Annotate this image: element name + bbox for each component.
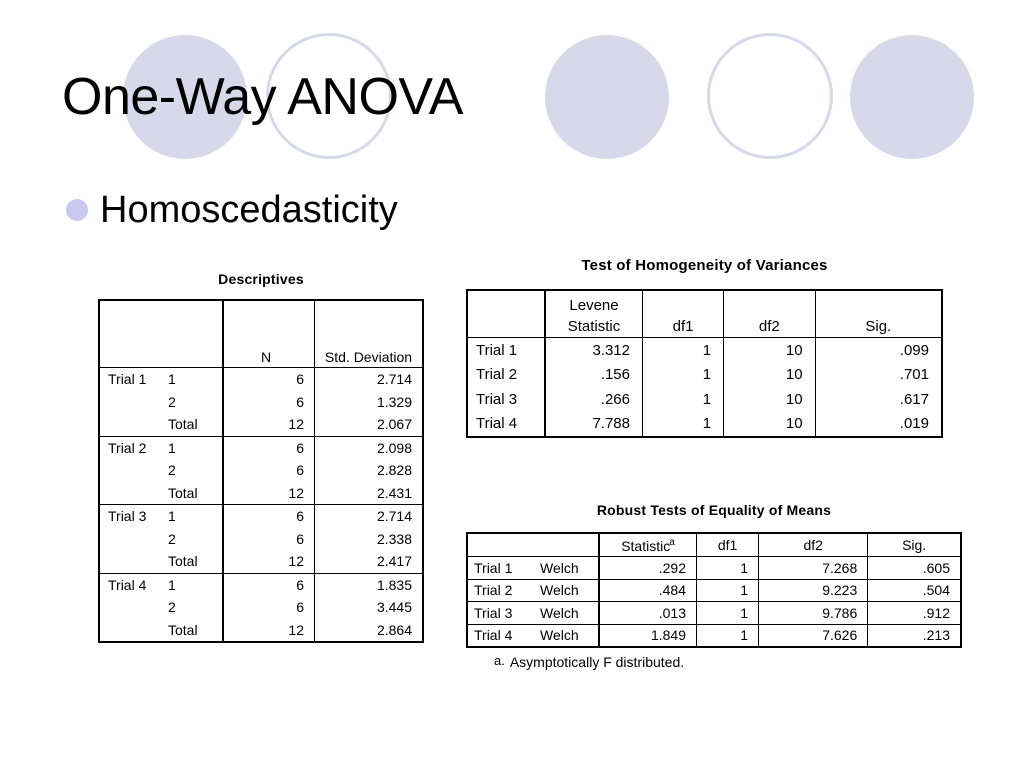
trial-label (99, 528, 164, 551)
trial-label: Trial 2 (467, 579, 536, 602)
table-row (99, 436, 423, 459)
trial-label: Trial 2 (108, 439, 147, 456)
table-row (99, 573, 423, 596)
group-label: 2 (168, 462, 176, 479)
table-row (467, 602, 961, 625)
df1-value: 1 (697, 602, 759, 625)
trial-label: Trial 3 (467, 602, 536, 625)
df1-value: 1 (643, 363, 724, 388)
df2-value: 10 (724, 338, 816, 363)
table-row (467, 412, 942, 438)
table-row (467, 579, 961, 602)
trial-label (99, 550, 164, 573)
header-blank (467, 533, 599, 557)
sd-value: 2.714 (315, 505, 424, 528)
trial-label (99, 413, 164, 436)
statistic-value: .292 (599, 557, 697, 580)
descriptives-table (98, 299, 424, 643)
n-value: 6 (223, 391, 315, 414)
sig-value: .099 (815, 338, 942, 363)
header-sig: Sig. (868, 533, 961, 557)
table-row (99, 528, 423, 551)
test-label: Welch (536, 557, 599, 580)
header-levene-statistic (545, 290, 643, 338)
group-label: Total (164, 482, 223, 505)
decorative-circle-filled-3 (850, 35, 974, 159)
decorative-circle-outline-2 (707, 33, 833, 159)
test-label: Welch (536, 602, 599, 625)
test-label: Welch (536, 624, 599, 647)
header-statistic-label: Statistic (621, 537, 671, 554)
robust-caption: Robust Tests of Equality of Means (596, 502, 832, 518)
n-value: 6 (223, 505, 315, 528)
n-value: 6 (223, 596, 315, 619)
sd-value: 1.835 (315, 573, 424, 596)
sd-value: 2.828 (315, 459, 424, 482)
n-value: 6 (223, 459, 315, 482)
sd-value: 1.329 (315, 391, 424, 414)
levene-value: .266 (545, 387, 643, 412)
group-label: 1 (168, 576, 176, 593)
df1-value: 1 (643, 412, 724, 438)
slide-title: One-Way ANOVA (62, 68, 463, 126)
sd-value: 3.445 (315, 596, 424, 619)
group-label: 2 (168, 393, 176, 410)
header-df2: df2 (759, 533, 868, 557)
trial-label: Trial 4 (476, 415, 518, 433)
df1-value: 1 (697, 557, 759, 580)
table-row (467, 387, 942, 412)
trial-label: Trial 2 (476, 366, 518, 384)
trial-label: Trial 4 (467, 624, 536, 647)
table-row (99, 596, 423, 619)
table-row (99, 459, 423, 482)
n-value: 6 (223, 436, 315, 459)
table-row (99, 368, 423, 391)
header-n: N (223, 300, 315, 368)
trial-label (99, 596, 164, 619)
df2-value: 10 (724, 363, 816, 388)
group-label: 1 (168, 508, 176, 525)
bullet-dot-icon (66, 199, 88, 221)
df2-value: 9.786 (759, 602, 868, 625)
homogeneity-header-row (467, 290, 942, 338)
header-df2: df2 (724, 290, 816, 338)
n-value: 6 (223, 368, 315, 391)
trial-label (99, 391, 164, 414)
df2-value: 9.223 (759, 579, 868, 602)
n-value: 12 (223, 550, 315, 573)
sig-value: .504 (868, 579, 961, 602)
sig-value: .605 (868, 557, 961, 580)
sd-value: 2.417 (315, 550, 424, 573)
levene-value: .156 (545, 363, 643, 388)
sd-value: 2.431 (315, 482, 424, 505)
decorative-circle-filled-2 (545, 35, 669, 159)
sig-value: .019 (815, 412, 942, 438)
header-sig: Sig. (815, 290, 942, 338)
header-df1: df1 (697, 533, 759, 557)
table-row (467, 624, 961, 647)
table-row (99, 482, 423, 505)
trial-label: Trial 1 (476, 341, 518, 359)
group-label: 1 (168, 371, 176, 388)
df2-value: 10 (724, 387, 816, 412)
n-value: 12 (223, 482, 315, 505)
header-blank (467, 290, 545, 338)
n-value: 6 (223, 528, 315, 551)
group-label: 2 (168, 599, 176, 616)
homogeneity-caption: Test of Homogeneity of Variances (581, 257, 828, 274)
header-statistic (599, 533, 697, 557)
sd-value: 2.338 (315, 528, 424, 551)
df1-value: 1 (697, 624, 759, 647)
table-row (467, 557, 961, 580)
sig-value: .617 (815, 387, 942, 412)
levene-value: 3.312 (545, 338, 643, 363)
table-row (99, 619, 423, 643)
group-label: Total (164, 550, 223, 573)
group-label: 1 (168, 439, 176, 456)
df2-value: 10 (724, 412, 816, 438)
table-row (467, 338, 942, 363)
n-value: 12 (223, 619, 315, 643)
table-row (99, 550, 423, 573)
levene-value: 7.788 (545, 412, 643, 438)
footnote-mark: a. (494, 653, 505, 668)
group-label: Total (168, 621, 198, 638)
sd-value: 2.067 (315, 413, 424, 436)
trial-label: Trial 3 (108, 508, 147, 525)
df1-value: 1 (697, 579, 759, 602)
header-levene-line2: Statistic (567, 318, 621, 335)
trial-label: Trial 1 (108, 371, 147, 388)
footnote-text: Asymptotically F distributed. (509, 654, 685, 670)
bullet-item (66, 188, 398, 232)
df1-value: 1 (643, 338, 724, 363)
sd-value: 2.714 (315, 368, 424, 391)
df1-value: 1 (643, 387, 724, 412)
group-label: 2 (168, 530, 176, 547)
statistic-value: 1.849 (599, 624, 697, 647)
table-row (467, 363, 942, 388)
trial-label (99, 482, 164, 505)
sd-value: 2.864 (315, 619, 424, 643)
table-row (99, 391, 423, 414)
header-df1: df1 (643, 290, 724, 338)
footnote-marker: a (669, 536, 675, 548)
table-row (99, 505, 423, 528)
sd-value: 2.098 (315, 436, 424, 459)
descriptives-caption: Descriptives (218, 271, 304, 287)
test-label: Welch (536, 579, 599, 602)
bullet-text: Homoscedasticity (100, 189, 398, 231)
statistic-value: .013 (599, 602, 697, 625)
table-row (99, 413, 423, 436)
homogeneity-table (466, 289, 943, 438)
trial-label (99, 619, 164, 643)
trial-label: Trial 4 (108, 576, 147, 593)
descriptives-header-row (99, 300, 423, 368)
header-levene-line1: Levene (569, 297, 619, 314)
group-label: Total (164, 413, 223, 436)
df2-value: 7.268 (759, 557, 868, 580)
header-blank (99, 300, 223, 368)
header-std-deviation: Std. Deviation (315, 300, 424, 368)
statistic-value: .484 (599, 579, 697, 602)
trial-label (99, 459, 164, 482)
robust-tests-table (466, 532, 962, 648)
sig-value: .912 (868, 602, 961, 625)
robust-header-row (467, 533, 961, 557)
n-value: 12 (223, 413, 315, 436)
sig-value: .701 (815, 363, 942, 388)
trial-label: Trial 1 (467, 557, 536, 580)
table-footnote (494, 653, 684, 670)
n-value: 6 (223, 573, 315, 596)
sig-value: .213 (868, 624, 961, 647)
trial-label: Trial 3 (476, 390, 518, 408)
df2-value: 7.626 (759, 624, 868, 647)
